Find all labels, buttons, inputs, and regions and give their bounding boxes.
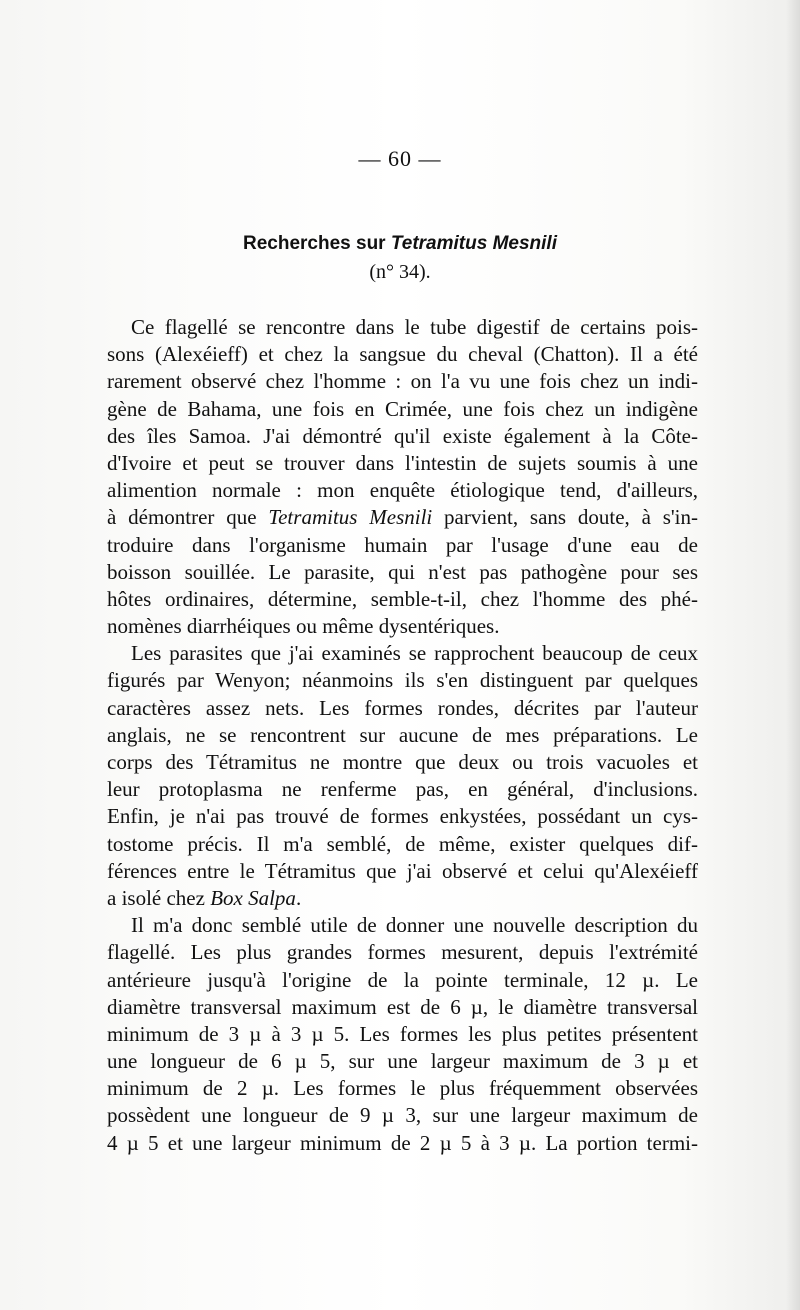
text-segment: . <box>295 885 302 910</box>
text-segment: minimum de 2 µ. Les formes le plus fréquemment observées <box>107 1076 698 1101</box>
section-reference: (n° 34). <box>369 261 431 283</box>
text-segment: leur protoplasma ne renferme pas, en général, d'inclusions. <box>107 777 698 802</box>
text-segment: d'Ivoire et peut se trouver dans l'intestin de sujets soumis à une <box>107 450 698 475</box>
text-segment: diamètre transversal maximum est de 6 µ, le diamètre transversal <box>107 994 698 1019</box>
text-segment: corps des Tétramitus ne montre que deux ou trois vacuoles et <box>107 750 698 774</box>
text-line <box>107 368 698 395</box>
text-segment: nomènes diarrhéiques ou même dysentériques. <box>107 614 500 639</box>
text-segment: hôtes ordinaires, détermine, semble-t-il, chez l'homme des phé- <box>107 586 698 611</box>
section-heading-prefix: Recherches sur <box>243 233 391 254</box>
text-segment: boisson souillée. Le parasite, qui n'est pas pathogène pour ses <box>107 559 698 584</box>
text-line <box>107 939 698 966</box>
paragraph <box>107 314 698 640</box>
text-line <box>107 450 698 477</box>
text-segment: à démontrer que <box>107 505 269 530</box>
text-segment: flagellé. Les plus grandes formes mesurent, depuis l'extrémité <box>107 940 698 965</box>
text-segment: férences entre le Tétramitus que j'ai observé et celui qu'Alexéieff <box>107 858 698 883</box>
text-segment: anglais, ne se rencontrent sur aucune de mes préparations. Le <box>107 722 698 747</box>
text-line <box>107 667 698 694</box>
text-segment: possèdent une longueur de 9 µ 3, sur une largeur maximum de <box>107 1103 698 1128</box>
section-heading-species: Tetramitus Mesnili <box>390 233 557 254</box>
text-line <box>107 1075 698 1102</box>
text-line <box>107 722 698 749</box>
page-edge-shadow <box>786 0 800 1310</box>
text-segment: a isolé chez <box>107 885 211 910</box>
paragraph <box>107 640 698 912</box>
text-line <box>107 776 698 803</box>
text-segment: sons (Alexéieff) et chez la sangsue du cheval (Chatton). Il a été <box>107 342 698 367</box>
text-segment: rarement observé chez l'homme : on l'a vu une fois chez un indi- <box>107 369 698 394</box>
text-line <box>107 912 698 939</box>
text-segment: Ce flagellé se rencontre dans le tube digestif de certains pois- <box>131 315 698 339</box>
text-segment: alimention normale : mon enquête étiologique tend, d'ailleurs, <box>107 478 698 503</box>
text-line <box>107 477 698 504</box>
text-segment: antérieure jusqu'à l'origine de la pointe terminale, 12 µ. Le <box>107 967 698 992</box>
page-number: — 60 — <box>358 146 442 171</box>
text-line <box>107 613 698 640</box>
text-segment: caractères assez nets. Les formes rondes, décrites par l'auteur <box>107 695 698 720</box>
text-line <box>107 423 698 450</box>
text-segment: tostome précis. Il m'a semblé, de même, exister quelques dif- <box>107 831 698 856</box>
text-line <box>107 858 698 885</box>
text-line <box>107 749 698 776</box>
text-line <box>107 1048 698 1075</box>
text-line <box>107 967 698 994</box>
text-line <box>107 695 698 722</box>
text-line <box>107 341 698 368</box>
body-text <box>107 314 698 1157</box>
text-segment: une longueur de 6 µ 5, sur une largeur maximum de 3 µ et <box>107 1049 698 1074</box>
text-line <box>107 314 698 341</box>
text-line <box>107 586 698 613</box>
text-segment: minimum de 3 µ à 3 µ 5. Les formes les plus petites présentent <box>107 1021 698 1046</box>
text-line <box>107 1130 698 1157</box>
text-segment: Enfin, je n'ai pas trouvé de formes enkystées, possédant un cys- <box>107 804 698 829</box>
text-segment: gène de Bahama, une fois en Crimée, une fois chez un indigène <box>107 396 698 421</box>
text-segment: Il m'a donc semblé utile de donner une nouvelle description du <box>131 913 698 938</box>
text-line <box>107 994 698 1021</box>
text-segment: des îles Samoa. J'ai démontré qu'il existe également à la Côte- <box>107 423 698 448</box>
text-segment: figurés par Wenyon; néanmoins ils s'en distinguent par quelques <box>107 668 698 693</box>
text-line <box>107 640 698 667</box>
text-line <box>107 1021 698 1048</box>
text-line <box>107 532 698 559</box>
text-segment: 4 µ 5 et une largeur minimum de 2 µ 5 à 3 µ. La portion termi- <box>107 1130 698 1155</box>
text-line <box>107 396 698 423</box>
text-segment: troduire dans l'organisme humain par l'usage d'une eau de <box>107 532 698 557</box>
text-line <box>107 559 698 586</box>
text-line <box>107 831 698 858</box>
paragraph <box>107 912 698 1157</box>
italic-text: Tetramitus Mesnili <box>268 505 433 530</box>
text-line <box>107 803 698 830</box>
text-segment: Les parasites que j'ai examinés se rapprochent beaucoup de ceux <box>131 641 698 666</box>
text-line <box>107 504 698 531</box>
text-line <box>107 885 698 912</box>
text-line <box>107 1102 698 1129</box>
text-segment: parvient, sans doute, à s'in- <box>432 505 698 530</box>
italic-text: Box Salpa <box>210 885 296 910</box>
section-heading <box>0 230 800 258</box>
